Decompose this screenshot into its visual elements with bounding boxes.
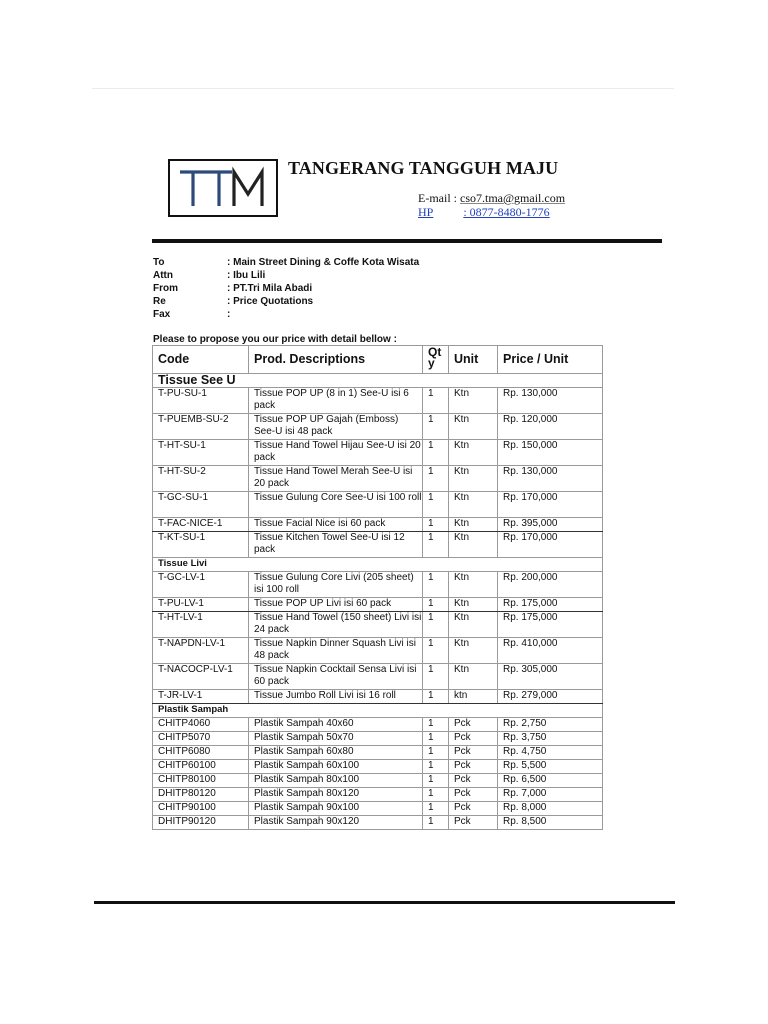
company-name: TANGERANG TANGGUH MAJU	[288, 158, 559, 178]
table-row	[153, 466, 603, 492]
cell-desc: Plastik Sampah 50x70	[249, 732, 423, 746]
table-row	[153, 612, 603, 638]
intro-text: Please to propose you our price with detail bellow :	[153, 334, 397, 345]
cell-unit: Pck	[449, 760, 498, 774]
cell-qty: 1	[423, 732, 449, 746]
table-row	[153, 690, 603, 704]
table-row	[153, 816, 603, 830]
cell-price: Rp. 130,000	[498, 466, 603, 492]
table-row	[153, 598, 603, 612]
meta-row-re: Re : Price Quotations	[153, 296, 314, 307]
cell-code: T-PU-LV-1	[153, 598, 249, 612]
cell-qty: 1	[423, 598, 449, 612]
cell-desc: Tissue Hand Towel Hijau See-U isi 20 pack	[249, 440, 423, 466]
table-row	[153, 414, 603, 440]
cell-desc: Plastik Sampah 80x120	[249, 788, 423, 802]
cell-code: T-PU-SU-1	[153, 388, 249, 414]
cell-unit: Ktn	[449, 638, 498, 664]
cell-qty: 1	[423, 518, 449, 532]
cell-desc: Tissue Kitchen Towel See-U isi 12 pack	[249, 532, 423, 558]
header-rule	[152, 239, 662, 243]
cell-unit: Ktn	[449, 532, 498, 558]
header-code: Code	[153, 346, 249, 374]
cell-qty: 1	[423, 532, 449, 558]
table-header-row	[153, 346, 603, 374]
company-phone	[418, 205, 550, 220]
table-row	[153, 732, 603, 746]
ttm-logo-icon	[176, 166, 270, 210]
table-row	[153, 760, 603, 774]
cell-price: Rp. 150,000	[498, 440, 603, 466]
phone-value[interactable]: : 0877-8480-1776	[463, 205, 550, 219]
cell-unit: Pck	[449, 802, 498, 816]
meta-row-attn: Attn : Ibu Lili	[153, 270, 266, 281]
section-title: Tissue Livi	[153, 558, 603, 572]
meta-row-to: To : Main Street Dining & Coffe Kota Wisata	[153, 257, 420, 268]
cell-code: T-FAC-NICE-1	[153, 518, 249, 532]
cell-code: T-HT-SU-2	[153, 466, 249, 492]
cell-desc: Plastik Sampah 40x60	[249, 718, 423, 732]
cell-unit: Pck	[449, 816, 498, 830]
cell-price: Rp. 279,000	[498, 690, 603, 704]
cell-code: CHITP80100	[153, 774, 249, 788]
cell-qty: 1	[423, 612, 449, 638]
cell-qty: 1	[423, 802, 449, 816]
recipient-info	[153, 256, 419, 321]
cell-code: DHITP90120	[153, 816, 249, 830]
cell-code: T-JR-LV-1	[153, 690, 249, 704]
cell-desc: Tissue Hand Towel (150 sheet) Livi isi 24 pack	[249, 612, 423, 638]
cell-desc: Plastik Sampah 60x80	[249, 746, 423, 760]
cell-price: Rp. 6,500	[498, 774, 603, 788]
cell-code: T-GC-SU-1	[153, 492, 249, 518]
email-label: E-mail :	[418, 191, 460, 205]
header-desc: Prod. Descriptions	[249, 346, 423, 374]
section-row	[153, 704, 603, 718]
cell-desc: Tissue Napkin Dinner Squash Livi isi 48 pack	[249, 638, 423, 664]
cell-price: Rp. 305,000	[498, 664, 603, 690]
table-row	[153, 492, 603, 518]
cell-price: Rp. 410,000	[498, 638, 603, 664]
cell-qty: 1	[423, 638, 449, 664]
cell-unit: Ktn	[449, 492, 498, 518]
table-row	[153, 388, 603, 414]
cell-price: Rp. 170,000	[498, 532, 603, 558]
cell-unit: Ktn	[449, 612, 498, 638]
section-row	[153, 374, 603, 388]
table-row	[153, 638, 603, 664]
table-row	[153, 746, 603, 760]
cell-unit: Ktn	[449, 466, 498, 492]
cell-price: Rp. 130,000	[498, 388, 603, 414]
price-table	[152, 345, 603, 830]
cell-qty: 1	[423, 664, 449, 690]
cell-desc: Tissue Napkin Cocktail Sensa Livi isi 60 pack	[249, 664, 423, 690]
table-row	[153, 440, 603, 466]
company-logo	[168, 159, 278, 217]
cell-price: Rp. 175,000	[498, 598, 603, 612]
cell-unit: Ktn	[449, 572, 498, 598]
table-row	[153, 718, 603, 732]
cell-qty: 1	[423, 440, 449, 466]
table-row	[153, 532, 603, 558]
cell-qty: 1	[423, 816, 449, 830]
cell-code: T-KT-SU-1	[153, 532, 249, 558]
page-top-divider	[92, 88, 674, 89]
cell-desc: Tissue POP UP Livi isi 60 pack	[249, 598, 423, 612]
cell-unit: Ktn	[449, 664, 498, 690]
cell-code: CHITP6080	[153, 746, 249, 760]
cell-qty: 1	[423, 690, 449, 704]
cell-desc: Tissue Jumbo Roll Livi isi 16 roll	[249, 690, 423, 704]
cell-code: DHITP80120	[153, 788, 249, 802]
cell-price: Rp. 8,000	[498, 802, 603, 816]
cell-code: T-NAPDN-LV-1	[153, 638, 249, 664]
cell-price: Rp. 4,750	[498, 746, 603, 760]
cell-desc: Plastik Sampah 90x120	[249, 816, 423, 830]
cell-qty: 1	[423, 788, 449, 802]
cell-unit: Pck	[449, 746, 498, 760]
cell-unit: Ktn	[449, 388, 498, 414]
cell-price: Rp. 120,000	[498, 414, 603, 440]
cell-price: Rp. 395,000	[498, 518, 603, 532]
cell-unit: Pck	[449, 774, 498, 788]
table-row	[153, 664, 603, 690]
cell-desc: Tissue POP UP (8 in 1) See-U isi 6 pack	[249, 388, 423, 414]
cell-desc: Plastik Sampah 90x100	[249, 802, 423, 816]
cell-qty: 1	[423, 492, 449, 518]
cell-qty: 1	[423, 414, 449, 440]
cell-code: CHITP5070	[153, 732, 249, 746]
cell-desc: Tissue Gulung Core See-U isi 100 roll	[249, 492, 423, 518]
cell-unit: Pck	[449, 788, 498, 802]
cell-unit: Ktn	[449, 440, 498, 466]
cell-desc: Tissue Gulung Core Livi (205 sheet) isi 100 roll	[249, 572, 423, 598]
cell-price: Rp. 2,750	[498, 718, 603, 732]
table-row	[153, 518, 603, 532]
cell-unit: Pck	[449, 718, 498, 732]
cell-price: Rp. 175,000	[498, 612, 603, 638]
table-row	[153, 788, 603, 802]
cell-price: Rp. 5,500	[498, 760, 603, 774]
cell-price: Rp. 7,000	[498, 788, 603, 802]
cell-qty: 1	[423, 760, 449, 774]
cell-code: CHITP60100	[153, 760, 249, 774]
email-value[interactable]: cso7.tma@gmail.com	[460, 191, 566, 205]
cell-price: Rp. 3,750	[498, 732, 603, 746]
cell-unit: Ktn	[449, 414, 498, 440]
cell-price: Rp. 8,500	[498, 816, 603, 830]
section-title: Plastik Sampah	[153, 704, 603, 718]
cell-unit: Pck	[449, 732, 498, 746]
cell-code: T-HT-LV-1	[153, 612, 249, 638]
header-qty: Qt y	[423, 346, 449, 374]
cell-desc: Tissue Hand Towel Merah See-U isi 20 pack	[249, 466, 423, 492]
cell-desc: Plastik Sampah 60x100	[249, 760, 423, 774]
cell-desc: Tissue POP UP Gajah (Emboss) See-U isi 48 pack	[249, 414, 423, 440]
cell-unit: Ktn	[449, 598, 498, 612]
header-price: Price / Unit	[498, 346, 603, 374]
cell-desc: Tissue Facial Nice isi 60 pack	[249, 518, 423, 532]
table-row	[153, 572, 603, 598]
cell-price: Rp. 200,000	[498, 572, 603, 598]
table-row	[153, 802, 603, 816]
header-unit: Unit	[449, 346, 498, 374]
cell-unit: ktn	[449, 690, 498, 704]
meta-row-fax: Fax :	[153, 309, 231, 320]
cell-desc: Plastik Sampah 80x100	[249, 774, 423, 788]
cell-qty: 1	[423, 388, 449, 414]
cell-code: T-NACOCP-LV-1	[153, 664, 249, 690]
meta-row-from: From : PT.Tri Mila Abadi	[153, 283, 313, 294]
cell-price: Rp. 170,000	[498, 492, 603, 518]
cell-qty: 1	[423, 774, 449, 788]
phone-label: HP	[418, 205, 434, 219]
table-row	[153, 774, 603, 788]
cell-unit: Ktn	[449, 518, 498, 532]
cell-code: T-HT-SU-1	[153, 440, 249, 466]
cell-code: CHITP90100	[153, 802, 249, 816]
cell-code: CHITP4060	[153, 718, 249, 732]
company-email	[418, 191, 565, 206]
cell-qty: 1	[423, 746, 449, 760]
cell-qty: 1	[423, 466, 449, 492]
cell-qty: 1	[423, 718, 449, 732]
cell-qty: 1	[423, 572, 449, 598]
section-row	[153, 558, 603, 572]
cell-code: T-PUEMB-SU-2	[153, 414, 249, 440]
page-bottom-divider	[94, 901, 675, 904]
cell-code: T-GC-LV-1	[153, 572, 249, 598]
section-title: Tissue See U	[153, 374, 603, 388]
